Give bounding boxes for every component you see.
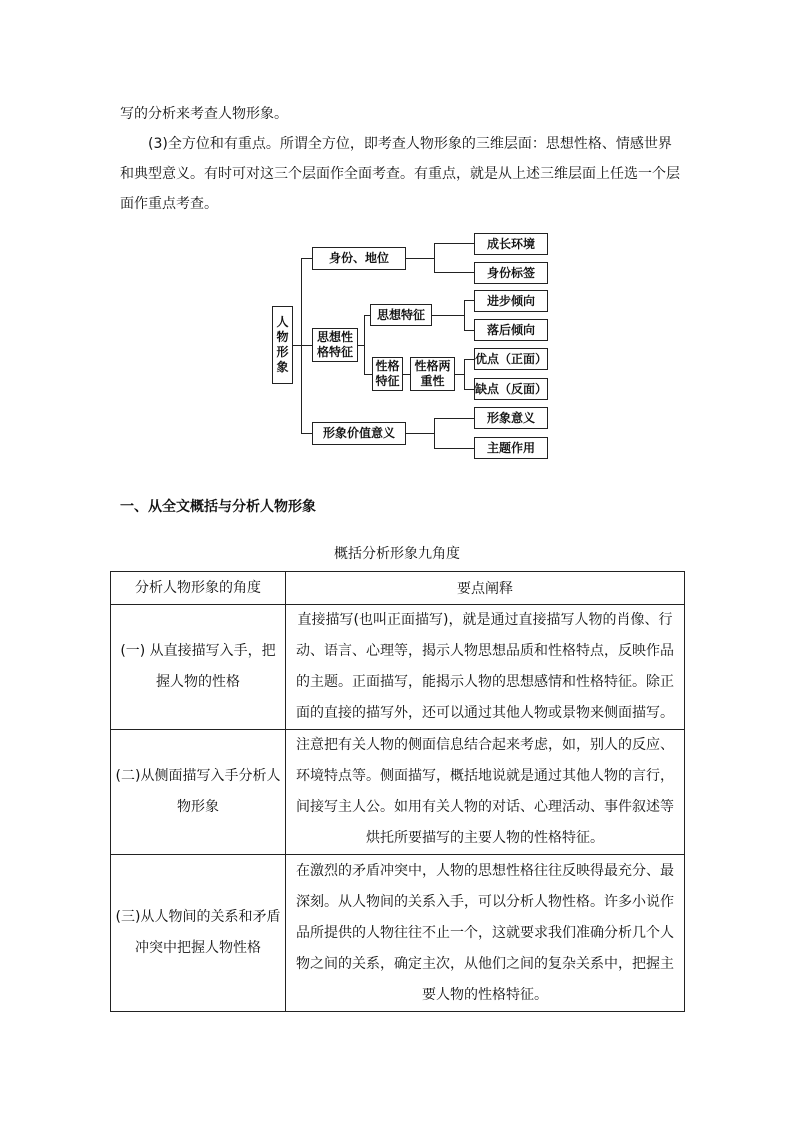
node-duality: 性格两重性	[410, 357, 455, 391]
table-header-row	[111, 572, 685, 605]
connector	[406, 433, 434, 434]
connector	[364, 315, 365, 375]
explanation-cell: 在激烈的矛盾冲突中，人物的思想性格往往反映得最充分、最深刻。从人物间的关系入手，可以分析人物性格。许多小说作品所提供的人物往往不止一个，这就要求我们准确分析几个人物之间的关系，确定主次，从他们之间的复杂关系中，把握主要人物的性格特征。	[286, 855, 685, 1012]
table-row	[111, 730, 685, 855]
angle-cell: (三)从人物间的关系和矛盾冲突中把握人物性格	[111, 855, 286, 1012]
node-root: 人物形象	[272, 306, 293, 384]
connector	[464, 330, 474, 331]
table-caption: 概括分析形象九角度	[334, 546, 460, 562]
column-header-angle: 分析人物形象的角度	[111, 572, 286, 605]
node-progressive: 进步倾向	[474, 290, 548, 312]
node-backward: 落后倾向	[474, 319, 548, 341]
node-thought-character: 思想性格特征	[312, 328, 358, 362]
table-row	[111, 605, 685, 730]
connector	[292, 345, 301, 346]
paragraph-full-and-focus: (3)全方位和有重点。所谓全方位，即考查人物形象的三维层面：思想性格、情感世界和典型意义。有时可对这三个层面作全面考查。有重点，就是从上述三维层面上任选一个层面作重点考查。	[120, 136, 680, 212]
explanation-cell: 注意把有关人物的侧面信息结合起来考虑，如，别人的反应、环境特点等。侧面描写，概括地说就是通过其他人物的言行，间接写主人公。如用有关人物的对话、心理活动、事件叙述等烘托所要描写的主要人物的性格特征。	[286, 730, 685, 855]
connector	[301, 258, 312, 259]
connector	[301, 345, 312, 346]
paragraph-intro: 写的分析来考查人物形象。	[120, 106, 288, 122]
node-theme-role: 主题作用	[474, 437, 548, 459]
angle-cell: (二)从侧面描写入手分析人物形象	[111, 730, 286, 855]
node-identity-tag: 身份标签	[474, 262, 548, 284]
column-header-explanation: 要点阐释	[286, 572, 685, 605]
connector	[406, 258, 434, 259]
node-merit: 优点（正面）	[474, 348, 548, 370]
table-row	[111, 855, 685, 1012]
connector	[434, 243, 474, 244]
connector	[403, 374, 410, 375]
connector	[464, 359, 465, 389]
connector	[434, 418, 435, 448]
connector	[434, 272, 474, 273]
connector	[432, 315, 464, 316]
connector	[464, 359, 474, 360]
connector	[364, 374, 372, 375]
connector	[455, 374, 464, 375]
connector	[464, 389, 474, 390]
node-image-meaning: 形象意义	[474, 407, 548, 429]
connector	[464, 300, 465, 330]
node-value: 形象价值意义	[312, 422, 406, 445]
connector	[434, 418, 474, 419]
node-flaw: 缺点（反面）	[474, 378, 548, 400]
analysis-angles-table	[110, 571, 685, 1012]
connector	[434, 243, 435, 273]
node-char-trait: 性格特征	[372, 357, 403, 391]
node-thought-trait: 思想特征	[370, 304, 432, 326]
connector	[301, 433, 312, 434]
explanation-cell: 直接描写(也叫正面描写)，就是通过直接描写人物的肖像、行动、语言、心理等，揭示人物思想品质和性格特点，反映作品的主题。正面描写，能揭示人物的思想感情和性格特征。除正面的直接的描写外，还可以通过其他人物或景物来侧面描写。	[286, 605, 685, 730]
connector	[464, 300, 474, 301]
connector	[434, 448, 474, 449]
angle-cell: (一) 从直接描写入手，把握人物的性格	[111, 605, 286, 730]
section-heading: 一、从全文概括与分析人物形象	[120, 499, 316, 515]
node-growth-env: 成长环境	[474, 233, 548, 255]
node-identity: 身份、地位	[312, 247, 406, 270]
